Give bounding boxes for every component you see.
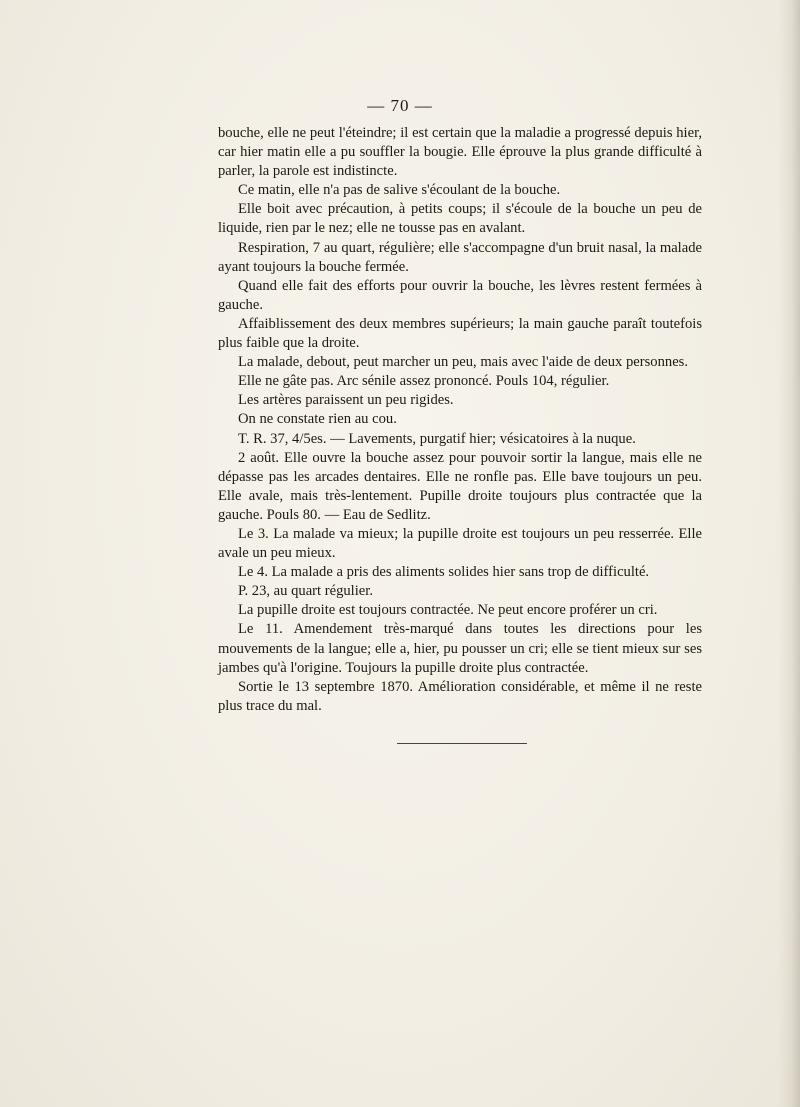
paragraph: P. 23, au quart régulier. <box>238 583 373 600</box>
paragraph: Le 3. La malade va mieux; la pupille droite est toujours un peu resserrée. Elle avale un peu mieux. <box>218 525 702 562</box>
page-edge-shadow <box>778 0 800 1107</box>
section-rule <box>397 743 527 744</box>
paragraph: Quand elle fait des efforts pour ouvrir la bouche, les lèvres restent fermées à gauche. <box>218 277 702 313</box>
paragraph: La malade, debout, peut marcher un peu, mais avec l'aide de deux personnes. <box>238 354 688 371</box>
paragraph: Le 11. Amendement très-marqué dans toutes les directions pour les mouvements de la langue; elle a, hier, pu pousser un cri; elle se tient mieux sur ses jambes qu'à l'origine. Toujours la pupille droite plus contractée. <box>218 621 702 676</box>
paragraph: Sortie le 13 septembre 1870. Amélioration considérable, et même il ne reste plus trace du mal. <box>218 678 702 714</box>
paragraph: T. R. 37, 4/5es. — Lavements, purgatif hier; vésicatoires à la nuque. <box>238 430 636 447</box>
paragraph: Elle boit avec précaution, à petits coups; il s'écoule de la bouche un peu de liquide, rien par le nez; elle ne tousse pas en avalant. <box>218 201 702 237</box>
paragraph: Ce matin, elle n'a pas de salive s'écoulant de la bouche. <box>238 182 561 199</box>
paragraph: Affaiblissement des deux membres supérieurs; la main gauche paraît toutefois plus faible que la droite. <box>218 315 702 352</box>
page-number: — 70 — <box>367 96 433 115</box>
paragraph: Respiration, 7 au quart, régulière; elle s'accompagne d'un bruit nasal, la malade ayant toujours la bouche fermée. <box>218 239 702 275</box>
paragraph: On ne constate rien au cou. <box>238 411 397 428</box>
paragraph: bouche, elle ne peut l'éteindre; il est certain que la maladie a progressé depuis hier, car hier matin elle a pu souffler la bougie. Elle éprouve la plus grande difficulté à parler, la parole est indistincte. <box>218 125 702 180</box>
body-text <box>218 124 702 716</box>
paragraph: Les artères paraissent un peu rigides. <box>238 392 454 409</box>
paragraph: 2 août. Elle ouvre la bouche assez pour pouvoir sortir la langue, mais elle ne dépasse pas les arcades dentaires. Elle ne ronfle pas. Elle bave toujours un peu. Elle avale, mais très-lentement. Pupille droite toujours plus contractée que la gauche. Pouls 80. — Eau de Sedlitz. <box>218 449 702 523</box>
paragraph: La pupille droite est toujours contractée. Ne peut encore proférer un cri. <box>238 602 658 619</box>
paragraph: Elle ne gâte pas. Arc sénile assez prononcé. Pouls 104, régulier. <box>238 373 610 390</box>
paragraph: Le 4. La malade a pris des aliments solides hier sans trop de difficulté. <box>238 564 650 581</box>
